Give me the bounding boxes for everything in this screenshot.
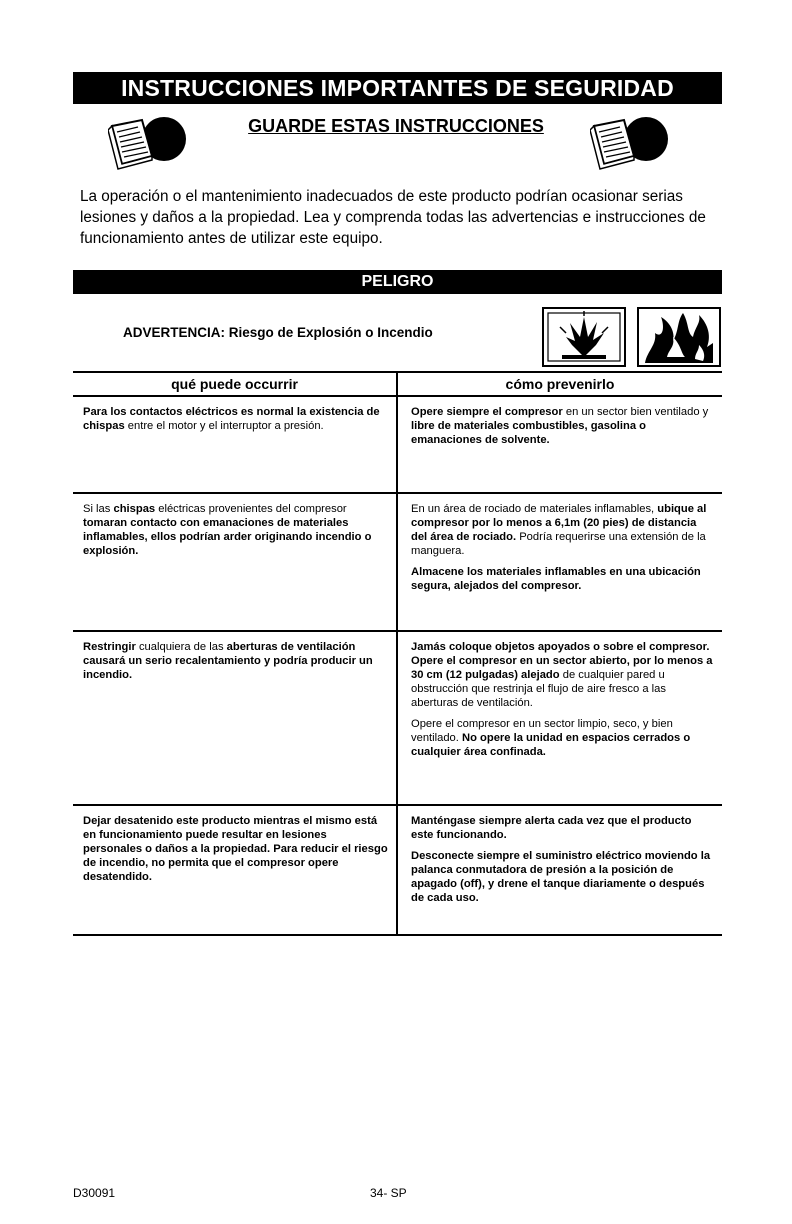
prevention-cell <box>398 806 722 934</box>
hazard-cell <box>73 397 398 492</box>
hazard-cell <box>73 494 398 630</box>
table-row <box>73 397 722 494</box>
intro-paragraph: La operación o el mantenimiento inadecuados de este producto podrían ocasionar serias lesiones y daños a la propiedad. Lea y comprenda todas las advertencias e instrucciones de funcionamiento antes de utilizar este equipo. <box>80 188 706 247</box>
document-code: D30091 <box>73 1186 116 1200</box>
column-header-prevention: cómo prevenirlo <box>505 376 615 392</box>
prevention-cell <box>398 397 722 492</box>
hazard-table <box>73 371 722 936</box>
cell-paragraph: Dejar desatenido este producto mientras el mismo está en funcionamiento puede resultar en lesiones personales o daños a la propiedad. Para reducir el riesgo de incendio, no permita que el compresor opere desatendido. <box>83 815 388 883</box>
table-row <box>73 632 722 806</box>
cell-paragraph: Para los contactos eléctricos es normal la existencia de chispas entre el motor y el interruptor a presión. <box>83 406 380 432</box>
hazard-cell <box>73 632 398 804</box>
cell-paragraph: Desconecte siempre el suministro eléctrico moviendo la palanca conmutadora de presión a la posición de apagado (off), y drene el tanque diariamente o después de cada uso. <box>411 850 711 904</box>
table-row <box>73 806 722 936</box>
read-manual-icon <box>590 112 670 172</box>
table-row <box>73 494 722 632</box>
fire-icon <box>637 307 721 367</box>
safety-banner: INSTRUCCIONES IMPORTANTES DE SEGURIDAD <box>73 72 722 104</box>
hazard-cell <box>73 806 398 934</box>
cell-paragraph: Jamás coloque objetos apoyados o sobre el compresor. Opere el compresor en un sector abierto, por lo menos a 30 cm (12 pulgadas) alejado de cualquier pared u obstrucción que restrinja el flujo de aire fresco a las aberturas de ventilación. <box>411 641 713 709</box>
cell-paragraph: Opere siempre el compresor en un sector bien ventilado y libre de materiales combustibles, gasolina o emanaciones de solvente. <box>411 406 709 446</box>
cell-paragraph: Almacene los materiales inflamables en una ubicación segura, alejados del compresor. <box>411 566 701 592</box>
column-header-hazard: qué puede occurrir <box>73 373 398 395</box>
prevention-cell <box>398 632 722 804</box>
prevention-cell <box>398 494 722 630</box>
explosion-icon <box>542 307 626 367</box>
keep-instructions-title: GUARDE ESTAS INSTRUCCIONES <box>248 116 544 136</box>
warning-title: ADVERTENCIA: Riesgo de Explosión o Incendio <box>123 325 433 340</box>
page-number: 34- SP <box>370 1186 407 1200</box>
cell-paragraph: En un área de rociado de materiales inflamables, ubique al compresor por lo menos a 6,1m (20 pies) de distancia del área de rociado. Podría requerirse una extensión de la manguera. <box>411 503 707 557</box>
cell-paragraph: Manténgase siempre alerta cada vez que el producto este funcionando. <box>411 815 692 841</box>
table-header <box>73 373 722 397</box>
cell-paragraph: Si las chispas eléctricas provenientes del compresor tomaran contacto con emanaciones de materiales inflamables, ellos podrían arder originando incendio o explosión. <box>83 503 372 557</box>
cell-paragraph: Restringir cualquiera de las aberturas de ventilación causará un serio recalentamiento y podría producir un incendio. <box>83 641 373 681</box>
cell-paragraph: Opere el compresor en un sector limpio, seco, y bien ventilado. No opere la unidad en espacios cerrados o cualquier área confinada. <box>411 718 691 758</box>
danger-bar: PELIGRO <box>73 270 722 294</box>
